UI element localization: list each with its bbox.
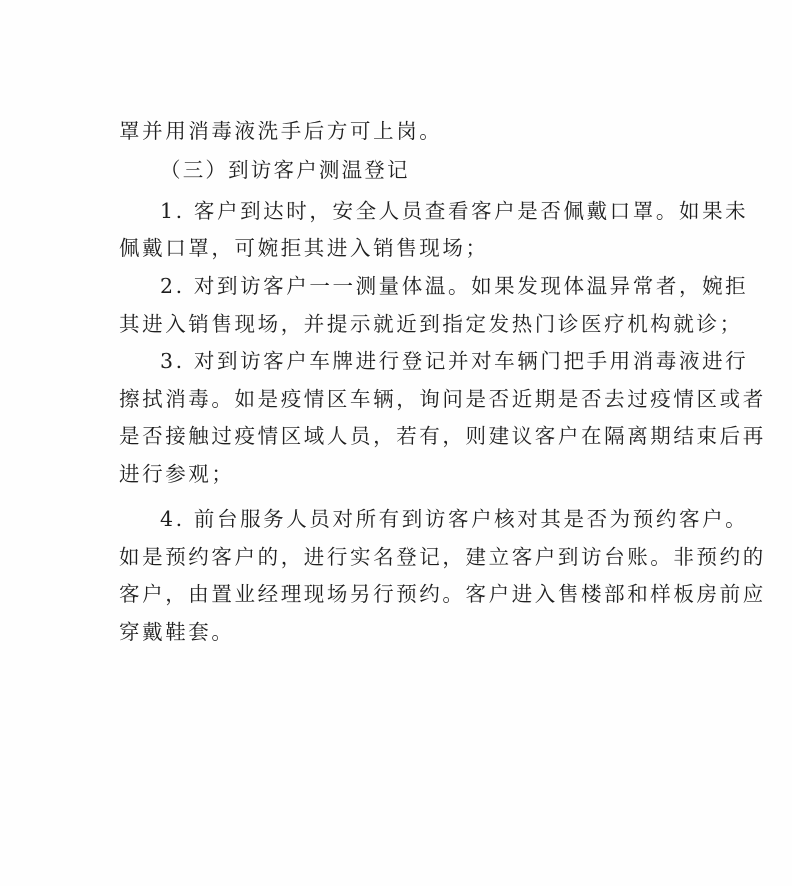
- list-item-1-line-2: 佩戴口罩，可婉拒其进入销售现场；: [119, 236, 489, 260]
- section-heading: （三）到访客户测温登记: [160, 158, 410, 182]
- list-item-3-line-1: 3. 对到访客户车牌进行登记并对车辆门把手用消毒液进行: [160, 349, 749, 373]
- list-item-3-line-4: 进行参观；: [119, 462, 235, 486]
- list-item-2-line-1: 2. 对到访客户一一测量体温。如果发现体温异常者，婉拒: [160, 274, 749, 298]
- list-item-3-line-3: 是否接触过疫情区域人员，若有，则建议客户在隔离期结束后再: [119, 424, 766, 448]
- text-line: 罩并用消毒液洗手后方可上岗。: [119, 119, 443, 143]
- list-item-1-line-1: 1. 客户到达时，安全人员查看客户是否佩戴口罩。如果未: [160, 199, 749, 223]
- list-item-4-line-2: 如是预约客户的，进行实名登记，建立客户到访台账。非预约的: [119, 545, 766, 569]
- list-item-3-line-2: 擦拭消毒。如是疫情区车辆，询问是否近期是否去过疫情区或者: [119, 387, 766, 411]
- list-item-2-line-2: 其进入销售现场，并提示就近到指定发热门诊医疗机构就诊；: [119, 312, 743, 336]
- list-item-4-line-4: 穿戴鞋套。: [119, 620, 235, 644]
- list-item-4-line-1: 4. 前台服务人员对所有到访客户核对其是否为预约客户。: [160, 507, 749, 531]
- list-item-4-line-3: 客户，由置业经理现场另行预约。客户进入售楼部和样板房前应: [119, 582, 766, 606]
